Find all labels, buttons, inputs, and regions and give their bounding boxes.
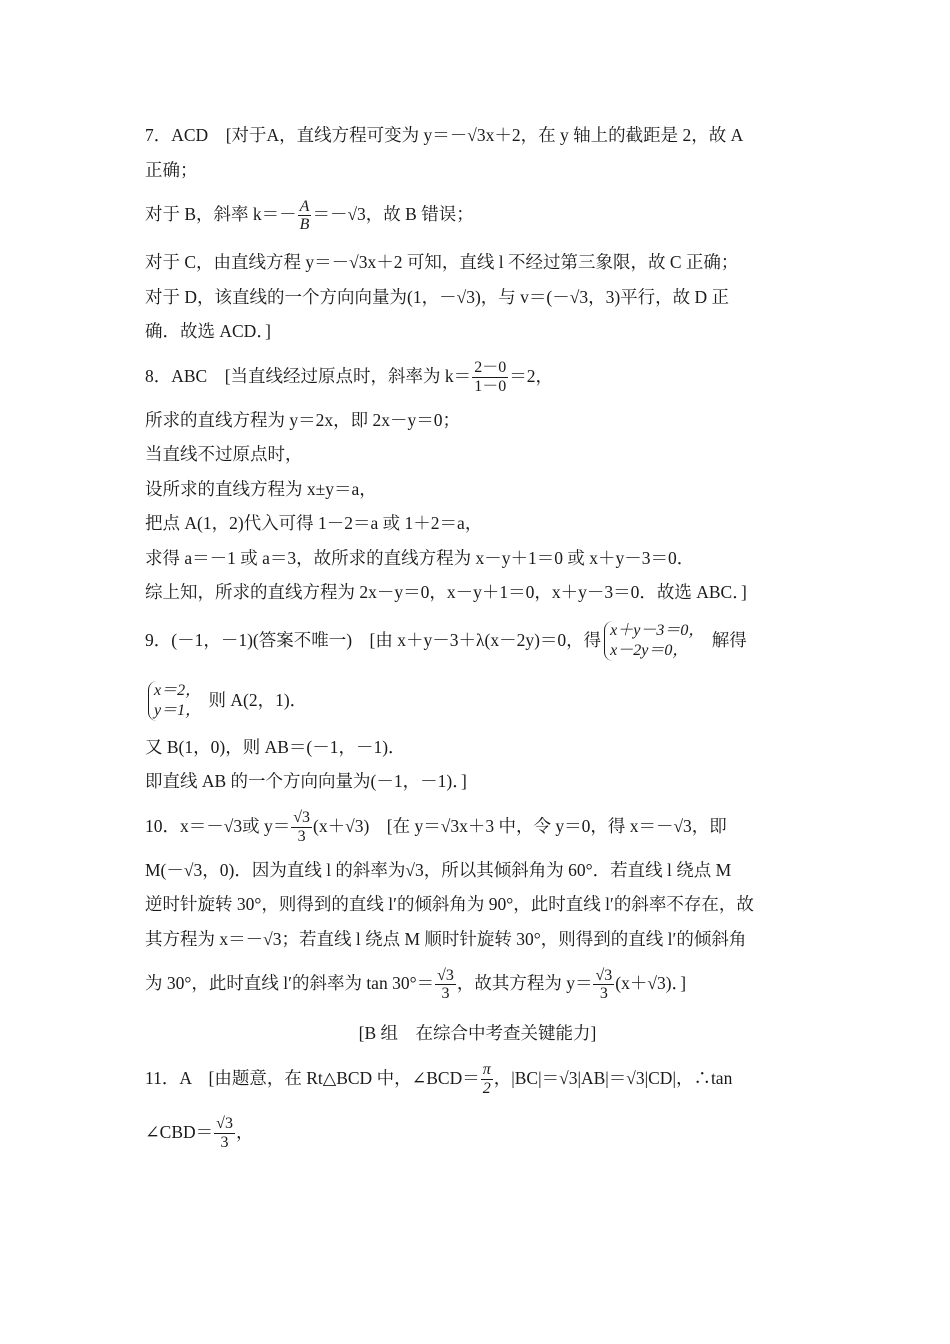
answer-8-line-7: 综上知，所求的直线方程为 2x－y＝0，x－y＋1＝0，x＋y－3＝0．故选 ABC．] <box>145 582 747 602</box>
text-segment: 解得 <box>711 629 747 650</box>
denominator: 3 <box>291 827 312 846</box>
answer-8-line-1 <box>145 349 810 403</box>
text-segment: ＝－√3，故 B 错误； <box>312 204 474 224</box>
answer-10-line-5 <box>145 956 810 1010</box>
fraction-a-over-b <box>298 198 312 235</box>
text-segment: 为 30°，此时直线 l′的斜率为 tan 30°＝ <box>145 973 435 993</box>
fraction-sqrt3-over-3 <box>291 809 312 846</box>
text-segment: 对于 B，斜率 k＝－ <box>145 204 297 224</box>
answer-11-line-2 <box>145 1105 810 1159</box>
equation-system-1 <box>604 621 704 661</box>
answer-10-line-3: 逆时针旋转 30°，则得到的直线 l′的倾斜角为 90°，此时直线 l′的斜率不存在，故 <box>145 894 754 914</box>
document-body <box>145 118 810 1159</box>
text-segment: ，|BC|＝√3|AB|＝√3|CD|，∴tan <box>493 1067 733 1088</box>
numerator: √3 <box>595 966 613 984</box>
answer-10-line-4: 其方程为 x＝－√3；若直线 l 绕点 M 顺时针旋转 30°，则得到的直线 l′的倾斜角 <box>145 928 747 949</box>
text-segment: ， <box>235 1121 254 1142</box>
denominator: 2 <box>481 1079 493 1098</box>
denominator: 1－0 <box>474 377 507 395</box>
fraction-sqrt3-over-3 <box>593 967 614 1004</box>
answer-9-line-1 <box>145 610 810 670</box>
answer-8-line-2: 所求的直线方程为 y＝2x，即 2x－y＝0； <box>145 409 460 430</box>
text-segment: ∠CBD＝ <box>145 1121 214 1142</box>
numerator: √3 <box>437 966 454 984</box>
fraction-sqrt3-over-3 <box>435 967 456 1004</box>
text-segment: (x＋√3)．] <box>615 973 687 993</box>
system-row: x－2y＝0， <box>610 642 689 660</box>
fraction-sqrt3-over-3 <box>214 1115 235 1152</box>
system-row: x＝2， <box>154 682 202 700</box>
answer-7-line-2: 正确； <box>145 159 198 180</box>
denominator: 3 <box>593 984 614 1003</box>
section-heading-b: [B 组 在综合中考查关键能力] <box>358 1023 597 1043</box>
answer-7-line-3 <box>145 187 810 241</box>
denominator: 3 <box>214 1133 235 1152</box>
numerator: A <box>299 197 310 215</box>
equation-system-2 <box>148 681 201 721</box>
text-segment: 10．x＝－√3或 y＝ <box>145 815 291 836</box>
fraction-slope <box>472 359 508 396</box>
text-segment: 9．(－1，－1)(答案不唯一) [由 x＋y－3＋λ(x－2y)＝0，得 <box>145 629 602 650</box>
numerator: 2－0 <box>474 359 507 377</box>
denominator: 3 <box>435 984 456 1003</box>
answer-8-line-4: 设所求的直线方程为 x±y＝a， <box>145 478 377 499</box>
answer-11-line-1 <box>145 1051 810 1105</box>
text-segment: (x＋√3) [在 y＝√3x＋3 中，令 y＝0，得 x＝－√3，即 <box>313 815 727 836</box>
text-segment: ，故其方程为 y＝ <box>456 973 593 993</box>
text-segment: 8．ABC [当直线经过原点时，斜率为 k＝ <box>145 365 472 386</box>
system-row: x＋y－3＝0， <box>610 622 705 640</box>
numerator: π <box>482 1061 491 1079</box>
text-segment: 11．A [由题意，在 Rt△BCD 中，∠BCD＝ <box>145 1067 480 1088</box>
answer-7-line-1: 7．ACD [对于A，直线方程可变为 y＝－√3x＋2，在 y 轴上的截距是 2，故 A <box>145 125 744 145</box>
denominator: B <box>299 216 310 234</box>
answer-7-line-5: 对于 D，该直线的一个方向向量为(1，－√3)，与 v＝(－√3，3)平行，故 D 正 <box>145 286 730 307</box>
fraction-pi-over-2 <box>481 1061 493 1098</box>
answer-9-line-3: 又 B(1，0)，则 AB＝(－1，－1)． <box>145 736 406 757</box>
answer-7-line-6: 确．故选 ACD．] <box>145 321 271 341</box>
numerator: √3 <box>293 809 311 827</box>
system-row: y＝1， <box>154 702 202 720</box>
answer-7-line-4: 对于 C，由直线方程 y＝－√3x＋2 可知，直线 l 不经过第三象限，故 C 正确； <box>145 252 739 272</box>
answer-10-line-1 <box>145 799 810 853</box>
text-segment: 则 A(2，1)． <box>208 689 308 710</box>
answer-9-line-4: 即直线 AB 的一个方向向量为(－1，－1)．] <box>145 771 467 791</box>
numerator: √3 <box>216 1115 233 1133</box>
answer-8-line-3: 当直线不过原点时， <box>145 444 303 464</box>
answer-8-line-5: 把点 A(1，2)代入可得 1－2＝a 或 1＋2＝a， <box>145 513 483 533</box>
answer-9-line-2 <box>145 670 810 730</box>
text-segment: ＝2， <box>509 365 553 386</box>
answer-10-line-2: M(－√3，0)．因为直线 l 的斜率为√3，所以其倾斜角为 60°．若直线 l 绕点 M <box>145 859 732 880</box>
answer-8-line-6: 求得 a＝－1 或 a＝3，故所求的直线方程为 x－y＋1＝0 或 x＋y－3＝0． <box>145 547 695 568</box>
